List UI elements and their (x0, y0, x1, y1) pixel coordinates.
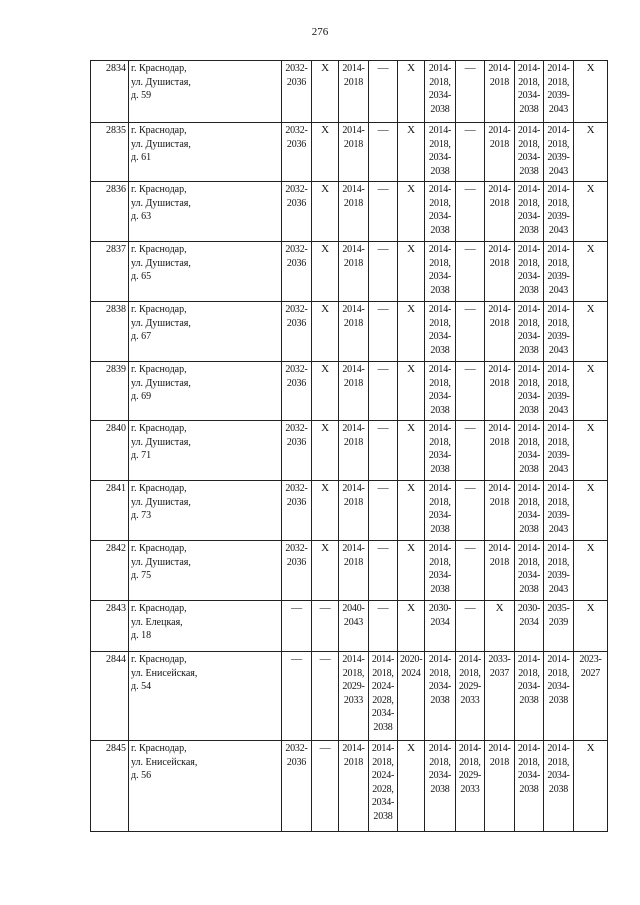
schedule-cell: — (456, 123, 485, 182)
schedule-cell: Х (574, 481, 608, 541)
address-cell: г. Краснодар, ул. Енисейская, д. 54 (129, 652, 282, 741)
schedule-cell: 2023- 2027 (574, 652, 608, 741)
schedule-cell: 2014- 2018, 2034- 2038 (515, 541, 544, 601)
schedule-cell: 2035- 2039 (544, 601, 574, 652)
schedule-cell: 2014- 2018, 2034- 2038 (425, 123, 456, 182)
address-cell: г. Краснодар, ул. Душистая, д. 59 (129, 61, 282, 123)
schedule-cell: — (312, 741, 339, 832)
schedule-cell: Х (398, 741, 425, 832)
schedule-cell: 2014- 2018 (485, 61, 515, 123)
schedule-cell: 2014- 2018 (339, 481, 369, 541)
schedule-cell: 2014- 2018, 2034- 2038 (544, 652, 574, 741)
row-number: 2836 (91, 182, 129, 242)
address-cell: г. Краснодар, ул. Душистая, д. 75 (129, 541, 282, 601)
schedule-cell: Х (574, 302, 608, 362)
schedule-cell: — (282, 652, 312, 741)
schedule-cell: 2014- 2018 (339, 61, 369, 123)
row-number: 2834 (91, 61, 129, 123)
schedule-cell: 2014- 2018, 2034- 2038 (425, 541, 456, 601)
schedule-cell: 2014- 2018, 2034- 2038 (515, 61, 544, 123)
schedule-cell: Х (398, 362, 425, 421)
table-row (91, 61, 608, 123)
schedule-cell: Х (574, 741, 608, 832)
table-row (91, 541, 608, 601)
schedule-cell: 2014- 2018, 2024- 2028, 2034- 2038 (369, 741, 398, 832)
schedule-cell: 2014- 2018, 2034- 2038 (515, 421, 544, 481)
schedule-cell: 2014- 2018, 2034- 2038 (425, 61, 456, 123)
schedule-cell: Х (398, 601, 425, 652)
table-row (91, 741, 608, 832)
schedule-cell: 2014- 2018, 2024- 2028, 2034- 2038 (369, 652, 398, 741)
schedule-cell: 2014- 2018, 2039- 2043 (544, 123, 574, 182)
schedule-cell: Х (312, 182, 339, 242)
page-number: 276 (311, 26, 329, 38)
schedule-cell: 2014- 2018 (339, 242, 369, 302)
schedule-cell: 2014- 2018 (485, 421, 515, 481)
row-number: 2840 (91, 421, 129, 481)
schedule-cell: 2014- 2018, 2034- 2038 (425, 362, 456, 421)
schedule-cell: Х (398, 541, 425, 601)
schedule-cell: — (456, 421, 485, 481)
schedule-cell: — (312, 652, 339, 741)
schedule-cell: 2032- 2036 (282, 302, 312, 362)
table-row (91, 601, 608, 652)
schedule-cell: Х (485, 601, 515, 652)
schedule-cell: 2033- 2037 (485, 652, 515, 741)
schedule-cell: Х (312, 541, 339, 601)
schedule-cell: 2014- 2018, 2039- 2043 (544, 362, 574, 421)
schedule-cell: 2014- 2018 (339, 302, 369, 362)
schedule-cell: — (369, 61, 398, 123)
schedule-cell: Х (312, 421, 339, 481)
schedule-cell: 2014- 2018, 2034- 2038 (515, 362, 544, 421)
schedule-cell: — (369, 541, 398, 601)
schedule-cell: — (456, 242, 485, 302)
schedule-cell: 2014- 2018 (485, 362, 515, 421)
schedule-cell: Х (398, 421, 425, 481)
schedule-cell: — (369, 481, 398, 541)
schedule-cell: 2014- 2018 (339, 182, 369, 242)
schedule-cell: 2032- 2036 (282, 182, 312, 242)
schedule-cell: 2014- 2018, 2034- 2038 (425, 652, 456, 741)
address-cell: г. Краснодар, ул. Душистая, д. 63 (129, 182, 282, 242)
schedule-cell: — (282, 601, 312, 652)
schedule-cell: 2014- 2018, 2029- 2033 (339, 652, 369, 741)
address-cell: г. Краснодар, ул. Душистая, д. 67 (129, 302, 282, 362)
schedule-cell: Х (398, 242, 425, 302)
schedule-cell: — (369, 302, 398, 362)
schedule-cell: 2014- 2018 (485, 123, 515, 182)
schedule-cell: 2014- 2018, 2034- 2038 (515, 242, 544, 302)
schedule-cell: Х (574, 421, 608, 481)
schedule-cell: 2014- 2018, 2039- 2043 (544, 61, 574, 123)
address-cell: г. Краснодар, ул. Енисейская, д. 56 (129, 741, 282, 832)
schedule-cell: Х (574, 601, 608, 652)
schedule-cell: 2014- 2018, 2039- 2043 (544, 421, 574, 481)
schedule-cell: 2032- 2036 (282, 242, 312, 302)
table-row (91, 242, 608, 302)
schedule-cell: 2014- 2018, 2039- 2043 (544, 302, 574, 362)
schedule-cell: 2032- 2036 (282, 541, 312, 601)
schedule-cell: 2014- 2018, 2029- 2033 (456, 741, 485, 832)
address-cell: г. Краснодар, ул. Душистая, д. 61 (129, 123, 282, 182)
address-cell: г. Краснодар, ул. Елецкая, д. 18 (129, 601, 282, 652)
schedule-cell: 2014- 2018, 2034- 2038 (425, 182, 456, 242)
schedule-cell: Х (574, 182, 608, 242)
schedule-cell: 2014- 2018 (339, 741, 369, 832)
schedule-cell: 2014- 2018, 2034- 2038 (425, 741, 456, 832)
table-row (91, 652, 608, 741)
schedule-cell: 2014- 2018, 2034- 2038 (515, 481, 544, 541)
housing-repair-schedule-table (90, 60, 608, 832)
schedule-cell: Х (312, 242, 339, 302)
row-number: 2844 (91, 652, 129, 741)
schedule-cell: 2014- 2018, 2034- 2038 (544, 741, 574, 832)
schedule-cell: — (369, 362, 398, 421)
schedule-cell: 2014- 2018 (485, 741, 515, 832)
address-cell: г. Краснодар, ул. Душистая, д. 65 (129, 242, 282, 302)
schedule-cell: 2040- 2043 (339, 601, 369, 652)
schedule-cell: 2014- 2018 (485, 541, 515, 601)
schedule-cell: — (369, 601, 398, 652)
schedule-cell: — (456, 481, 485, 541)
schedule-cell: 2030- 2034 (425, 601, 456, 652)
row-number: 2837 (91, 242, 129, 302)
schedule-cell: Х (312, 481, 339, 541)
schedule-cell: 2020- 2024 (398, 652, 425, 741)
schedule-cell: 2014- 2018, 2039- 2043 (544, 242, 574, 302)
row-number: 2842 (91, 541, 129, 601)
schedule-cell: 2014- 2018 (339, 362, 369, 421)
schedule-cell: 2014- 2018, 2039- 2043 (544, 182, 574, 242)
schedule-cell: — (456, 601, 485, 652)
schedule-cell: Х (312, 362, 339, 421)
address-cell: г. Краснодар, ул. Душистая, д. 73 (129, 481, 282, 541)
schedule-cell: 2032- 2036 (282, 61, 312, 123)
schedule-cell: Х (574, 242, 608, 302)
schedule-cell: — (369, 123, 398, 182)
table-row (91, 302, 608, 362)
schedule-cell: 2014- 2018 (485, 182, 515, 242)
schedule-cell: Х (312, 302, 339, 362)
schedule-cell: 2014- 2018, 2034- 2038 (425, 302, 456, 362)
schedule-cell: — (456, 61, 485, 123)
schedule-cell: 2014- 2018 (339, 421, 369, 481)
schedule-cell: 2030- 2034 (515, 601, 544, 652)
schedule-cell: 2014- 2018, 2034- 2038 (515, 123, 544, 182)
schedule-cell: Х (574, 362, 608, 421)
schedule-cell: 2032- 2036 (282, 481, 312, 541)
schedule-cell: 2014- 2018, 2039- 2043 (544, 481, 574, 541)
schedule-cell: — (456, 302, 485, 362)
row-number: 2841 (91, 481, 129, 541)
table-row (91, 362, 608, 421)
schedule-cell: Х (398, 481, 425, 541)
schedule-cell: Х (312, 123, 339, 182)
schedule-cell: — (369, 421, 398, 481)
row-number: 2838 (91, 302, 129, 362)
schedule-cell: 2014- 2018, 2039- 2043 (544, 541, 574, 601)
schedule-cell: 2014- 2018, 2034- 2038 (515, 302, 544, 362)
address-cell: г. Краснодар, ул. Душистая, д. 71 (129, 421, 282, 481)
schedule-cell: 2014- 2018, 2034- 2038 (425, 481, 456, 541)
schedule-cell: Х (312, 61, 339, 123)
row-number: 2843 (91, 601, 129, 652)
row-number: 2845 (91, 741, 129, 832)
schedule-cell: — (312, 601, 339, 652)
schedule-cell: 2032- 2036 (282, 741, 312, 832)
schedule-cell: 2014- 2018 (339, 541, 369, 601)
table-row (91, 421, 608, 481)
schedule-cell: Х (574, 123, 608, 182)
schedule-cell: 2014- 2018 (339, 123, 369, 182)
schedule-cell: 2014- 2018, 2034- 2038 (425, 242, 456, 302)
address-cell: г. Краснодар, ул. Душистая, д. 69 (129, 362, 282, 421)
schedule-cell: 2014- 2018 (485, 302, 515, 362)
schedule-cell: 2014- 2018 (485, 481, 515, 541)
schedule-cell: 2032- 2036 (282, 421, 312, 481)
row-number: 2835 (91, 123, 129, 182)
schedule-cell: — (369, 242, 398, 302)
schedule-cell: 2032- 2036 (282, 123, 312, 182)
schedule-cell: Х (398, 61, 425, 123)
schedule-cell: Х (574, 61, 608, 123)
table-body (91, 61, 608, 832)
schedule-cell: — (369, 182, 398, 242)
schedule-cell: Х (398, 302, 425, 362)
table-row (91, 481, 608, 541)
table-row (91, 123, 608, 182)
schedule-cell: 2014- 2018, 2034- 2038 (515, 182, 544, 242)
schedule-cell: 2014- 2018, 2034- 2038 (425, 421, 456, 481)
table-row (91, 182, 608, 242)
schedule-cell: — (456, 541, 485, 601)
schedule-cell: 2014- 2018, 2034- 2038 (515, 652, 544, 741)
schedule-cell: 2014- 2018, 2029- 2033 (456, 652, 485, 741)
row-number: 2839 (91, 362, 129, 421)
schedule-cell: 2014- 2018, 2034- 2038 (515, 741, 544, 832)
schedule-cell: Х (398, 182, 425, 242)
schedule-cell: — (456, 362, 485, 421)
schedule-cell: — (456, 182, 485, 242)
schedule-cell: 2014- 2018 (485, 242, 515, 302)
schedule-cell: Х (398, 123, 425, 182)
schedule-cell: 2032- 2036 (282, 362, 312, 421)
schedule-cell: Х (574, 541, 608, 601)
